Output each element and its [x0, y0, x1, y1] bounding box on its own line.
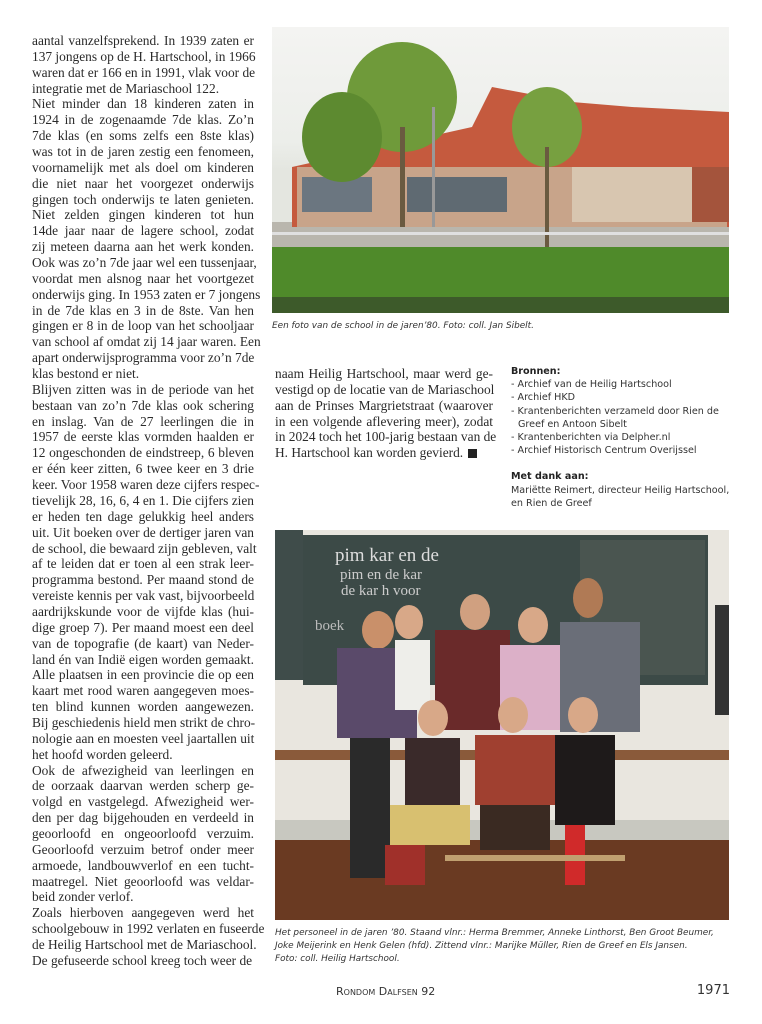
text-line: geoorloofd en ongeoorloofd verzuim.	[32, 825, 254, 841]
text-line: voordat men alsnog naar het voortgezet	[32, 270, 254, 286]
text-line: 137 jongens op de H. Hartschool, in 1966	[32, 48, 256, 64]
sources-box	[511, 365, 731, 510]
source-item: - Archief Historisch Centrum Overijssel	[511, 445, 697, 457]
text-line: 12 ongeschonden de eindstreep, 6 bleven	[32, 445, 254, 461]
thanks-line: en Rien de Greef	[511, 497, 592, 509]
text-line: kaart met rood waren aangegeven moes-	[32, 683, 254, 699]
text-line: 14de jaar naar de lagere school, zodat	[32, 223, 254, 239]
text-line: in de 7de klas en 3 in de 8ste. Van hen	[32, 302, 254, 318]
source-item: - Archief van de Heilig Hartschool	[511, 379, 672, 391]
sources-heading: Bronnen:	[511, 366, 561, 377]
text-line: gingen toch onderwijs te laten genieten.	[32, 191, 254, 207]
text-line: klas bestond er niet.	[32, 366, 140, 382]
text-line: Bij geschiedenis hield men strikt de chro-	[32, 714, 256, 730]
text-line: nologie aan en moesten veel jaartallen uit	[32, 730, 255, 746]
text-line: voornamelijk met als doel om kinderen	[32, 159, 254, 175]
text-line: keer. Voor 1958 waren deze cijfers respec-	[32, 477, 260, 493]
text-line: Niet minder dan 18 kinderen zaten in	[32, 96, 254, 112]
text-line: tievelijk 28, 16, 6, 4 en 1. Die cijfers zien	[32, 492, 254, 508]
text-line-content: aan de Prinses Margrietstraat (waarover	[275, 397, 493, 413]
text-line: 1924 in de zogenaamde 7de klas. Zo’n	[32, 112, 254, 128]
text-line: Ook was zo’n 7de jaar wel een tussenjaar,	[32, 255, 257, 271]
text-line: bestaan van zo’n 7de klas ook schering	[32, 397, 254, 413]
text-line: ten blind kunnen worden aangewezen.	[32, 699, 254, 715]
source-item: - Archief HKD	[511, 392, 576, 404]
text-line: en inslag. Van de 27 leerlingen die in	[32, 413, 254, 429]
text-line: die niet naar het voorgezet onderwijs	[32, 175, 254, 191]
text-line: De gefuseerde school kreeg toch weer de	[32, 952, 253, 968]
text-line-content: H. Hartschool kan worden gevierd.	[275, 445, 464, 461]
text-line: maatregel. Niet geoorloofd was veldar-	[32, 873, 254, 889]
text-line: land én van Indië eigen worden gemaakt.	[32, 651, 254, 667]
text-line: de school, die bewaard zijn gebleven, valt	[32, 540, 257, 556]
text-line: armoede, landbouwverlof en een tucht-	[32, 857, 254, 873]
text-line: den per dag bijgehouden en verdeeld in	[32, 810, 254, 826]
text-line: Niet zelden gingen kinderen tot hun	[32, 207, 254, 223]
caption-line: Foto: coll. Heilig Hartschool.	[275, 954, 400, 964]
footer-magazine-title: Rondom Dalfsen 92	[336, 985, 436, 998]
caption-line: Joke Meijerink en Henk Gelen (hfd). Zittend vlnr.: Marijke Müller, Rien de Greef en Els Jansen.	[275, 941, 688, 951]
thanks-line: Mariëtte Reimert, directeur Heilig Hartschool,	[511, 484, 730, 496]
text-line: aardrijkskunde voor de vijfde klas (hui-	[32, 603, 254, 619]
school-photo	[272, 27, 729, 313]
text-line: 7de klas (en soms zelfs een 8ste klas)	[32, 128, 254, 144]
source-item: - Krantenberichten verzameld door Rien de Greef en Antoon Sibelt	[511, 405, 719, 430]
paragraph	[32, 905, 265, 968]
text-line: uit. Uit boeken over de dertiger jaren van	[32, 524, 254, 540]
paragraph	[32, 96, 261, 382]
text-line: vereiste kennis per vak vast, bijvoorbeeld	[32, 588, 255, 604]
text-line: Geoorloofd verzuim betrof onder meer	[32, 841, 254, 857]
source-item: - Krantenberichten via Delpher.nl	[511, 432, 671, 444]
text-line: volgd en vastgelegd. Afwezigheid wer-	[32, 794, 254, 810]
staff-photo-caption	[275, 927, 714, 966]
text-line	[275, 445, 493, 461]
chalkboard-line: boek	[315, 618, 345, 634]
text-line	[275, 382, 493, 398]
chalkboard-line: de kar h voor	[341, 583, 421, 599]
page-number: 1971	[696, 983, 730, 998]
chalkboard-line: pim kar en de	[335, 545, 439, 566]
paragraph	[32, 763, 254, 906]
text-line: gingen er 8 in de loop van het schooljaar	[32, 318, 254, 334]
text-line: Blijven zitten was in de periode van het	[32, 381, 254, 397]
text-line	[275, 366, 493, 382]
school-photo-image	[272, 27, 729, 313]
school-photo-caption: Een foto van de school in de jaren’80. Foto: coll. Jan Sibelt.	[272, 321, 534, 331]
text-line: integratie met de Mariaschool 122.	[32, 80, 220, 96]
text-line: de oorzaak daarvan werden scherp ge-	[32, 778, 254, 794]
text-line-content: in 2024 toch het 100-jarig bestaan van de	[275, 429, 497, 445]
text-line-content: naam Heilig Hartschool, maar werd ge-	[275, 366, 493, 381]
text-line: dige groep 7). Per maand moest een deel	[32, 619, 254, 635]
paragraph	[32, 33, 254, 96]
text-line-content: in een volgende aflevering meer), zodat	[275, 413, 493, 429]
caption-line: Het personeel in de jaren ’80. Staand vlnr.: Herma Bremmer, Anneke Linthorst, Ben Groot Beumer,	[275, 928, 714, 938]
text-line	[275, 398, 493, 414]
text-line: de Heilig Hartschool met de Mariaschool.	[32, 936, 257, 952]
text-line: programma bestond. Per maand stond de	[32, 572, 254, 588]
text-line: onderwijs ging. In 1953 zaten er 7 jongens	[32, 286, 261, 302]
chalkboard-line: pim en de kar	[340, 567, 423, 583]
staff-photo	[275, 530, 729, 920]
left-text-column	[32, 33, 265, 969]
text-line: van de topografie (de kaart) van Neder-	[32, 635, 254, 651]
text-line: het hoofd worden geleerd.	[32, 746, 173, 762]
text-line: waren dat er 166 en in 1991, vlak voor de	[32, 64, 256, 80]
text-line: Alle plaatsen in een provincie die op een	[32, 667, 254, 683]
text-line: Zoals hierboven aangegeven werd het	[32, 905, 254, 921]
paragraph	[32, 381, 260, 763]
middle-text-column	[275, 366, 497, 461]
thanks-heading: Met dank aan:	[511, 471, 589, 483]
text-line: zij meteen daarna aan het werk konden.	[32, 239, 254, 255]
text-line: Ook de afwezigheid van leerlingen en	[32, 762, 254, 778]
text-line: beid zonder verlof.	[32, 889, 134, 905]
text-line: er heden ten dage gelukkig heel anders	[32, 508, 254, 524]
text-line: was tot in de jaren zestig een fenomeen,	[32, 144, 254, 160]
text-line-content: vestigd op de locatie van de Mariaschool	[275, 381, 495, 397]
text-line: er één keer zitten, 6 twee keer en 3 drie	[32, 461, 254, 477]
text-line: 1957 de eerste klas vormden haalden er	[32, 429, 254, 445]
text-line: af te leiden dat er toen al een strak leer-	[32, 556, 254, 572]
text-line: aantal vanzelfsprekend. In 1939 zaten er	[32, 33, 254, 48]
text-line	[275, 414, 493, 430]
text-line	[275, 429, 497, 445]
text-line: apart onderwijsprogramma voor zo’n 7de	[32, 350, 255, 366]
staff-photo-image	[275, 530, 729, 920]
end-mark-icon	[468, 449, 477, 458]
text-line: van school af omdat zij 14 jaar waren. Een	[32, 334, 261, 350]
text-line: schoolgebouw in 1992 verlaten en fuseerde	[32, 921, 265, 937]
